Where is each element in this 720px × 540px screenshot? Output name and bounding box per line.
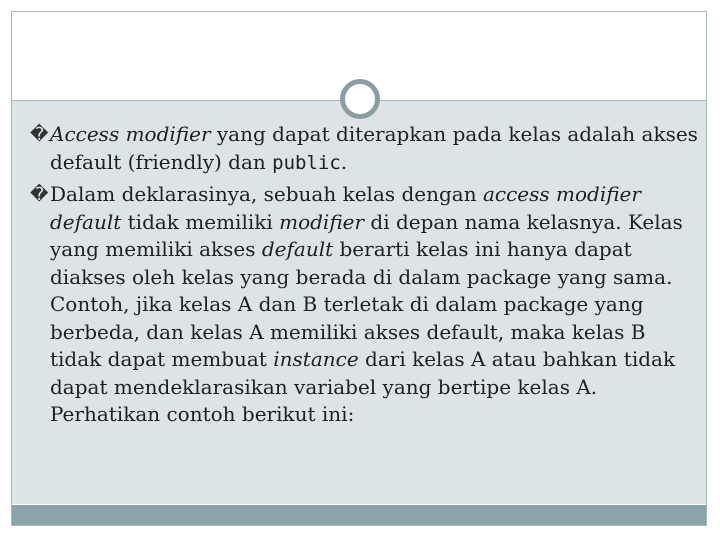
term-modifier: modifier — [279, 209, 365, 234]
paragraph-text: tidak memiliki — [121, 209, 280, 234]
footer-bar — [12, 505, 706, 525]
circle-ornament-icon — [340, 79, 380, 119]
term-access-modifier-default: access modifier default — [50, 182, 641, 234]
paragraph-text: di depan nama kelasnya. Kelas yang memiliki akses — [50, 209, 683, 261]
bullet-icon: � — [30, 184, 49, 205]
paragraph-text: yang dapat diterapkan pada kelas adalah akses default (friendly) dan — [50, 122, 698, 174]
term-default: default — [261, 237, 334, 261]
paragraph-text: . — [340, 149, 348, 174]
code-public: public — [272, 151, 341, 174]
bullet-icon: � — [30, 124, 49, 145]
bullet-paragraph-1 — [30, 121, 700, 177]
bullet-paragraph-2 — [30, 181, 700, 429]
paragraph-text: berarti kelas ini hanya dapat diakses oleh kelas yang berada di dalam package yang sama. Contoh, jika kelas A dan B terletak di dalam package yang berbeda, dan kelas A memiliki akses default, maka kelas B tidak dapat membuat — [50, 237, 673, 371]
paragraph-text: dari kelas A atau bahkan tidak dapat mendeklarasikan variabel yang bertipe kelas A. Perhatikan contoh berikut ini: — [50, 347, 676, 426]
bullet-list — [30, 121, 700, 433]
paragraph-text: Dalam deklarasinya, sebuah kelas dengan — [50, 182, 483, 206]
term-access-modifier: Access modifier — [50, 122, 211, 146]
term-instance: instance — [273, 347, 359, 371]
